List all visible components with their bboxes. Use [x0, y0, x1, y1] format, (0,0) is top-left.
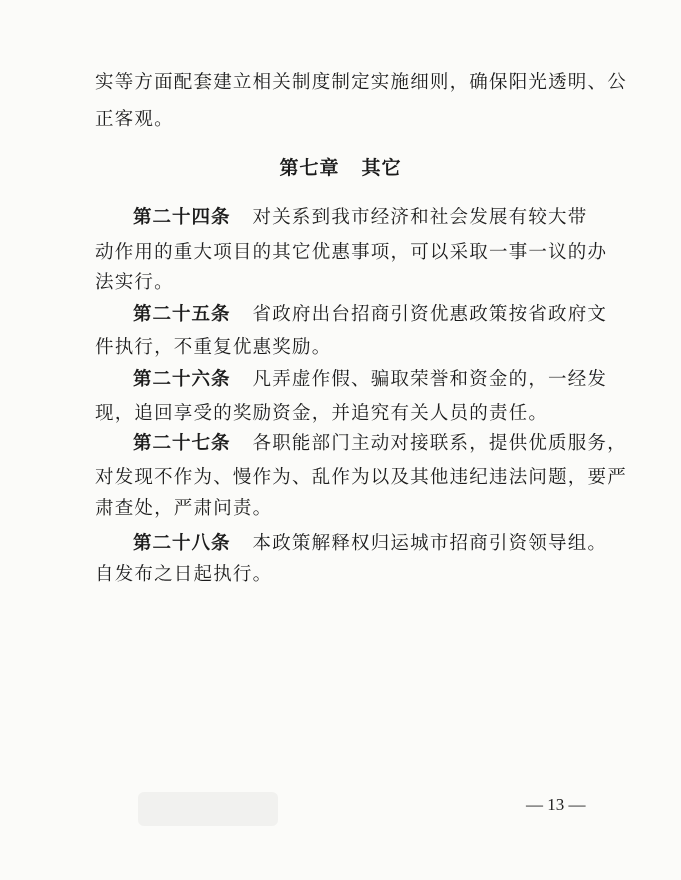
chapter-title: 其它 — [361, 157, 402, 179]
article-label: 第二十七条 — [133, 433, 231, 454]
page-number: — 13 — — [526, 795, 586, 814]
article-27 — [133, 431, 633, 457]
article-label: 第二十八条 — [133, 533, 231, 554]
article-line: 法实行。 — [95, 272, 174, 293]
article-24 — [133, 205, 633, 231]
intro-line: 实等方面配套建立相关制度制定实施细则，确保阳光透明、公 — [95, 72, 627, 93]
article-28 — [133, 531, 633, 557]
article-label: 第二十四条 — [133, 207, 231, 228]
article-26 — [133, 367, 633, 393]
article-line: 自发布之日起执行。 — [95, 564, 273, 585]
chapter-heading — [0, 155, 681, 181]
intro-line: 正客观。 — [95, 109, 174, 130]
scan-smudge — [138, 792, 278, 826]
article-text: 各职能部门主动对接联系，提供优质服务， — [252, 433, 627, 454]
article-line: 动作用的重大项目的其它优惠事项，可以采取一事一议的办 — [95, 242, 608, 263]
article-text: 对关系到我市经济和社会发展有较大带 — [252, 207, 588, 228]
article-25 — [133, 302, 633, 328]
article-text: 本政策解释权归运城市招商引资领导组。 — [252, 533, 608, 554]
chapter-number: 第七章 — [279, 157, 340, 179]
article-line: 现，追回享受的奖励资金，并追究有关人员的责任。 — [95, 403, 549, 424]
article-label: 第二十五条 — [133, 304, 231, 325]
article-line: 件执行，不重复优惠奖励。 — [95, 337, 332, 358]
article-label: 第二十六条 — [133, 369, 231, 390]
article-line: 对发现不作为、慢作为、乱作为以及其他违纪违法问题，要严 — [95, 467, 627, 488]
article-line: 肃查处，严肃问责。 — [95, 498, 273, 519]
article-text: 省政府出台招商引资优惠政策按省政府文 — [252, 304, 608, 325]
article-text: 凡弄虚作假、骗取荣誉和资金的，一经发 — [252, 369, 608, 390]
